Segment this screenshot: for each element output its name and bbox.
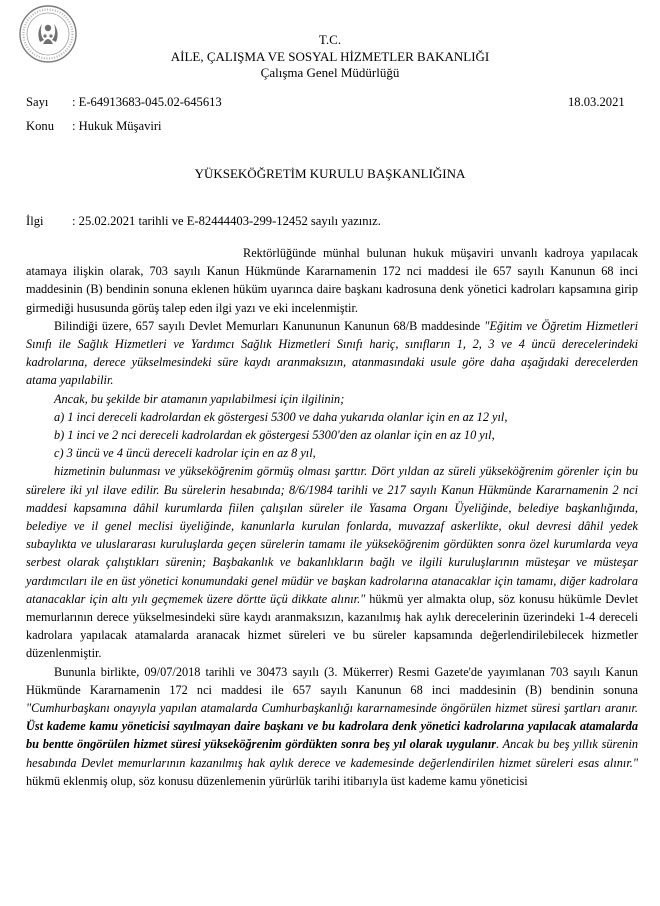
ilgi-label: İlgi (26, 214, 44, 228)
sayi-value: : E-64913683-045.02-645613 (72, 95, 222, 109)
paragraph-1: Rektörlüğünde münhal bulunan hukuk müşaviri unvanlı kadroya yapılacak atamaya ilişkin olarak, 703 sayılı Kanun Hükmünde Kararnamenin 172 nci maddesi ile 657 sayılı Kanunun 68 inci maddesinin (B) bendinin sonuna eklenen hüküm uyarınca daire başkanı kadrosuna denk yönetici kadroları kapsamına girip girmediği hususunda görüş talep eden ilgi yazı ve eki incelenmiştir. (26, 246, 638, 315)
document-date: 18.03.2021 (568, 95, 625, 109)
paragraph-2-quote: "Eğitim ve Öğretim Hizmetleri Sınıfı ile Sağlık Hizmetleri ve Yardımcı Sağlık Hizmetleri Sınıfı hariç, sınıfların 1, 2, 3 ve 4 üncü derecelerindeki kadrolarına, derece yükselmesindeki süre kaydı aranmaksızın, atanmasındaki usule göre daha aşağıdaki derecelerden atama yapılabilir. (26, 318, 638, 388)
header-directorate: Çalışma Genel Müdürlüğü (260, 65, 400, 80)
paragraph-5-end: hükmü eklenmiş olup, söz konusu düzenlemenin yürürlük tarihi itibarıyla üst kademe kamu yöneticisi (26, 773, 528, 788)
header-ministry: AİLE, ÇALIŞMA VE SOSYAL HİZMETLER BAKANLIĞI (170, 49, 490, 64)
paragraph-4-quote: hizmetinin bulunması ve yükseköğrenim görmüş olması şarttır. Dört yıldan az süreli yükseköğrenim görenler için bu sürelere iki yıl ilave edilir. Bu sürelerin hesabında; 8/6/1984 tarihli ve 217 sayılı Kanun Hükmünde Kararnamenin 2 nci maddesi kapsamına dâhil kurumlarda fiilen çalışılan süreler ile Yasama Organı Üyeliğinde, belediye başkanlığında, belediye ve il genel meclisi üyeliğinde, kanunlarla kurulan fonlarda, muvazzaf askerlikte, okul devresi dâhil yedek subaylıkta ve uluslararası kuruluşlarda geçen sürelerin tamamı ile yükseköğrenim gördükten sonra özel kurumlarda veya serbest olarak çalıştıkları sürenin; Başbakanlık ve bakanlıkların bağlı ve ilgili kuruluşlarının müsteşar ve müsteşar yardımcıları ile en üst yönetici konumundaki genel müdür ve başkan kadrolarına atanacaklar için tamamı, diğer kadrolara atanacaklar için altı yılı geçmemek üzere dörtte üçü dikkate alınır." (26, 464, 638, 606)
paragraph-5-quote-2: . Ancak bu beş yıllık sürenin hesabında Devlet memurlarının kazanılmış hak aylık derece ve kademesinde değerlendirilen hizmet süreleri esas alınır." (26, 737, 639, 770)
addressee: YÜKSEKÖĞRETİM KURULU BAŞKANLIĞINA (194, 166, 466, 181)
paragraph-4 (26, 462, 638, 662)
konu-value: : Hukuk Müşaviri (72, 119, 162, 133)
paragraph-2 (26, 317, 638, 390)
paragraph-5-quote-1: "Cumhurbaşkanı onayıyla yapılan atamalarda Cumhurbaşkanlığı kararnamesinde öngörülen hizmet süresi şartları aranır. (26, 701, 638, 716)
list-item-a: a) 1 inci dereceli kadrolardan ek göstergesi 5300 ve daha yukarıda olanlar için en az 12 yıl, (54, 409, 508, 424)
list-item-b: b) 1 inci ve 2 nci dereceli kadrolardan ek göstergesi 5300'den az olanlar için en az 10 yıl, (54, 428, 495, 443)
letter-body (26, 244, 638, 790)
list-item-c: c) 3 üncü ve 4 üncü dereceli kadrolar için en az 8 yıl, (54, 446, 316, 461)
paragraph-5-bold-quote: Üst kademe kamu yöneticisi sayılmayan daire başkanı ve bu kadrolara denk yönetici kadrolarına yapılacak atamalarda bu bentte öngörülen hizmet süresi yükseköğrenim gördükten sonra beş yıl olarak uygulanır (26, 719, 638, 752)
paragraph-4-text: hükmü yer almakta olup, söz konusu hükümle Devlet memurlarının derece yükselmesindeki süre kaydı aranmaksızın, kazanılmış hak aylık derecelerinin üzerindeki 1-4 dereceli kadrolara yapılacak atamalarda aranacak hizmet süreleri ve bu süreler kapsamında değerlendirilebilecek hizmetler düzenlenmiştir. (26, 591, 639, 661)
sayi-label: Sayı (26, 95, 49, 109)
header-tc: T.C. (318, 32, 342, 47)
paragraph-2-text: Bilindiği üzere, 657 sayılı Devlet Memurları Kanununun Kanunun 68/B maddesinde (54, 318, 485, 333)
paragraph-3: Ancak, bu şekilde bir atamanın yapılabilmesi için ilgilinin; (54, 391, 345, 406)
ilgi-value: : 25.02.2021 tarihli ve E-82444403-299-12452 sayılı yazınız. (72, 214, 381, 228)
paragraph-5 (26, 663, 638, 790)
paragraph-5-text: Bununla birlikte, 09/07/2018 tarihli ve 30473 sayılı (3. Mükerrer) Resmi Gazete'de yayımlanan 703 sayılı Kanun Hükmünde Kararnamenin 172 nci maddesi ile 657 sayılı Kanunun 68 inci maddesinin (B) bendinin sonuna (26, 664, 638, 697)
konu-label: Konu (26, 119, 54, 133)
